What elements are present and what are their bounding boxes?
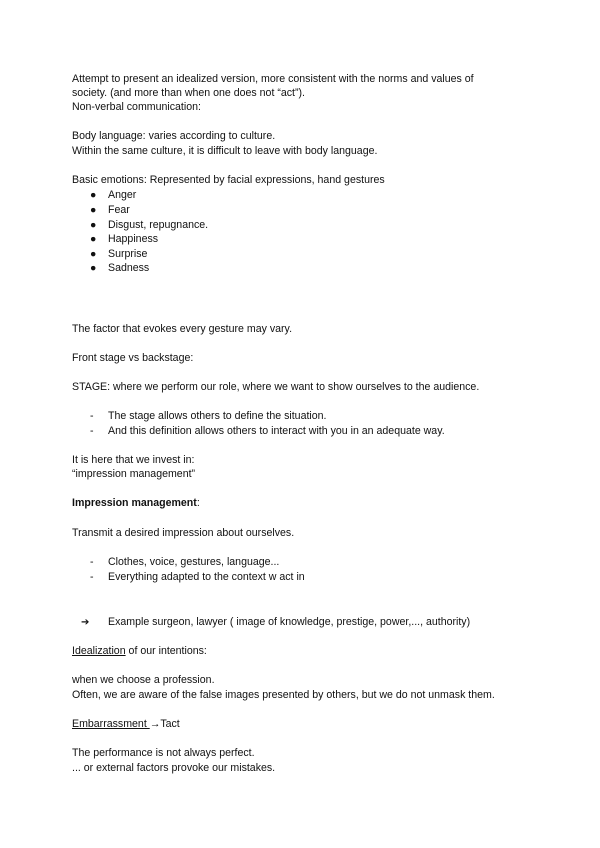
idealization-line-2: Often, we are aware of the false images presented by others, but we do not unmask them. bbox=[72, 689, 495, 701]
list-item: ● Fear bbox=[90, 204, 130, 216]
list-item: - And this definition allows others to interact with you in an adequate way. bbox=[90, 425, 445, 437]
list-item: ● Happiness bbox=[90, 233, 159, 245]
stage-definition: STAGE: where we perform our role, where we want to show ourselves to the audience. bbox=[72, 381, 480, 393]
invest-line-1: It is here that we invest in: bbox=[72, 454, 195, 466]
bullet-icon: ● bbox=[90, 219, 97, 231]
dash-icon: - bbox=[90, 410, 94, 422]
dash-icon: - bbox=[90, 571, 94, 583]
bullet-icon: ● bbox=[90, 262, 97, 274]
bullet-icon: ● bbox=[90, 204, 97, 216]
list-item: ● Sadness bbox=[90, 262, 150, 274]
intro-line-1: Attempt to present an idealized version, more consistent with the norms and values of bbox=[72, 73, 474, 85]
bullet-icon: ● bbox=[90, 248, 97, 260]
impression-line-1: Transmit a desired impression about ourselves. bbox=[72, 527, 295, 539]
intro-line-2: society. (and more than when one does not “act”). bbox=[72, 87, 305, 99]
bullet-icon: ● bbox=[90, 233, 97, 245]
list-item: - Everything adapted to the context w act in bbox=[90, 571, 305, 583]
arrow-right-icon: ➔ bbox=[81, 617, 90, 628]
factor-line: The factor that evokes every gesture may vary. bbox=[72, 323, 293, 335]
list-item: - The stage allows others to define the situation. bbox=[90, 410, 327, 422]
front-back-heading: Front stage vs backstage: bbox=[72, 352, 194, 364]
emotions-heading: Basic emotions: Represented by facial expressions, hand gestures bbox=[72, 174, 385, 186]
list-item: ● Surprise bbox=[90, 248, 148, 260]
dash-icon: - bbox=[90, 425, 94, 437]
list-item: ● Disgust, repugnance. bbox=[90, 219, 209, 231]
body-language-line-2: Within the same culture, it is difficult to leave with body language. bbox=[72, 145, 378, 157]
nonverbal-heading: Non-verbal communication: bbox=[72, 101, 201, 113]
invest-line-2: “impression management” bbox=[72, 468, 196, 480]
embarrassment-line-2: ... or external factors provoke our mistakes. bbox=[72, 762, 276, 774]
bullet-icon: ● bbox=[90, 189, 97, 201]
embarrassment-line-1: The performance is not always perfect. bbox=[72, 747, 255, 759]
dash-icon: - bbox=[90, 556, 94, 568]
embarrassment-heading: Embarrassment →Tact bbox=[72, 718, 180, 730]
example-item: ➔ Example surgeon, lawyer ( image of knowledge, prestige, power,..., authority) bbox=[81, 616, 471, 628]
list-item: - Clothes, voice, gestures, language... bbox=[90, 556, 280, 568]
body-language-line-1: Body language: varies according to culture. bbox=[72, 130, 276, 142]
idealization-heading: Idealization of our intentions: bbox=[72, 645, 207, 657]
list-item: ● Anger bbox=[90, 189, 137, 201]
impression-heading: Impression management: bbox=[72, 497, 200, 509]
idealization-line-1: when we choose a profession. bbox=[72, 674, 215, 686]
